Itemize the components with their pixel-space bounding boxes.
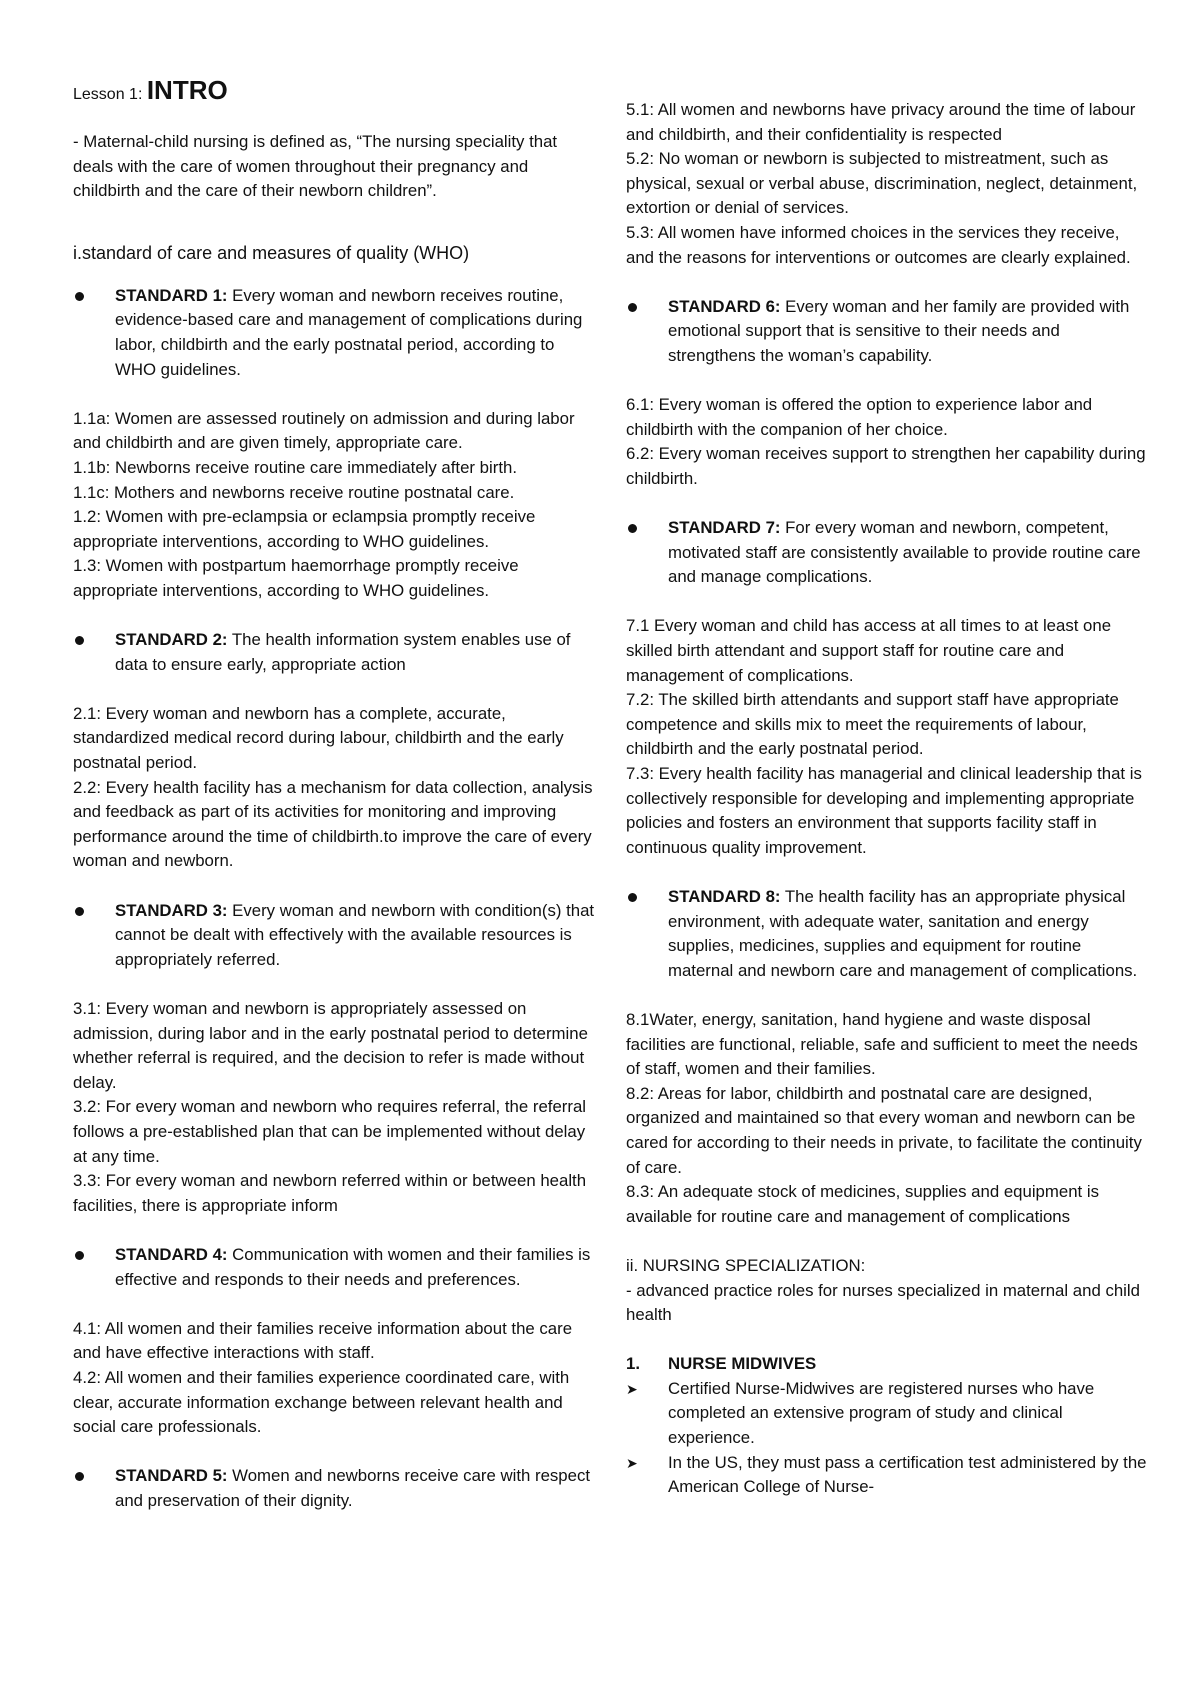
standard-text: The health facility has an appropriate physical environment, with adequate water, sanitation and energy supplies, medicines, supplies and equipment for routine maternal and newborn care and management of complications. xyxy=(668,887,1138,980)
standard-6 xyxy=(626,295,1148,369)
standard-text: Every woman and her family are provided with emotional support that is sensitive to their needs and strengthens the woman’s capability. xyxy=(668,296,1130,365)
nurse-midwives-heading xyxy=(626,1352,1148,1377)
item-1-2: 1.2: Women with pre-eclampsia or eclampsia promptly receive appropriate interventions, according to WHO guidelines. xyxy=(73,507,536,551)
standard-4 xyxy=(73,1243,595,1292)
arrow-bullet-item: ➤ In the US, they must pass a certification test administered by the American College of Nurse- xyxy=(626,1452,1147,1497)
item-3-3: 3.3: For every woman and newborn referred within or between health facilities, there is appropriate inform xyxy=(73,1171,587,1215)
item-2-2: 2.2: Every health facility has a mechanism for data collection, analysis and feedback as part of its activities for monitoring and improving performance around the time of childbirth.to improve the care of every woman and newborn. xyxy=(73,777,593,871)
specialization-subtext: - advanced practice roles for nurses specialized in maternal and child health xyxy=(626,1280,1140,1325)
standard-label: STANDARD 6: xyxy=(668,296,781,316)
item-6-1: 6.1: Every woman is offered the option to experience labor and childbirth with the companion of her choice. xyxy=(626,395,1093,439)
list-number: 1. xyxy=(626,1354,640,1374)
item-1-1b: 1.1b: Newborns receive routine care immediately after birth. xyxy=(73,457,517,477)
standard-5 xyxy=(73,1464,595,1513)
lesson-heading xyxy=(73,75,595,114)
standard-text: Women and newborns receive care with respect and preservation of their dignity. xyxy=(115,1466,591,1510)
standard-1 xyxy=(73,284,595,382)
arrow-bullet-item: ➤ Certified Nurse-Midwives are registered nurses who have completed an extensive program of study and clinical experience. xyxy=(626,1378,1095,1448)
section-heading-standards: i.standard of care and measures of quality (WHO) xyxy=(73,242,470,263)
lesson-title: INTRO xyxy=(146,75,228,105)
bullet-icon xyxy=(628,303,637,312)
list-title: NURSE MIDWIVES xyxy=(668,1354,817,1374)
item-1-1c: 1.1c: Mothers and newborns receive routine postnatal care. xyxy=(73,482,515,502)
bullet-icon xyxy=(75,292,84,301)
item-5-1: 5.1: All women and newborns have privacy around the time of labour and childbirth, and their confidentiality is respected xyxy=(626,100,1136,144)
item-2-1: 2.1: Every woman and newborn has a complete, accurate, standardized medical record during labour, childbirth and the early postnatal period. xyxy=(73,703,564,773)
item-3-1: 3.1: Every woman and newborn is appropriately assessed on admission, during labor and in the early postnatal period to determine whether referral is required, and the decision to refer is made without delay. xyxy=(73,999,588,1092)
bullet-icon xyxy=(75,636,84,645)
item-5-2: 5.2: No woman or newborn is subjected to mistreatment, such as physical, sexual or verbal abuse, discrimination, neglect, detainment, extortion or denial of services. xyxy=(626,149,1138,218)
bullet-icon xyxy=(75,1251,84,1260)
standard-text: Communication with women and their families is effective and responds to their needs and preferences. xyxy=(115,1244,591,1289)
item-1-3: 1.3: Women with postpartum haemorrhage promptly receive appropriate interventions, according to WHO guidelines. xyxy=(73,556,519,600)
left-column xyxy=(73,0,595,1513)
bullet-icon xyxy=(628,524,637,533)
item-7-2: 7.2: The skilled birth attendants and support staff have appropriate competence and skills mix to meet the requirements of labour, childbirth and the early postnatal period. xyxy=(626,690,1119,759)
section-heading-specialization: ii. NURSING SPECIALIZATION: xyxy=(626,1255,866,1275)
bullet-icon xyxy=(75,907,84,916)
item-8-3: 8.3: An adequate stock of medicines, supplies and equipment is available for routine care and management of complications xyxy=(626,1182,1099,1226)
item-8-1: 8.1Water, energy, sanitation, hand hygiene and waste disposal facilities are functional, reliable, safe and sufficient to meet the needs of staff, women and their families. xyxy=(626,1009,1138,1079)
item-6-2: 6.2: Every woman receives support to strengthen her capability during childbirth. xyxy=(626,444,1146,488)
arrow-bullet-icon: ➤ xyxy=(626,1380,638,1397)
item-8-2: 8.2: Areas for labor, childbirth and postnatal care are designed, organized and maintained so that every woman and newborn can be cared for according to their needs in private, to facilitate the continuity of care. xyxy=(626,1083,1142,1177)
standard-3 xyxy=(73,899,595,973)
standard-label: STANDARD 8: xyxy=(668,887,781,906)
standard-text: For every woman and newborn, competent, motivated staff are consistently available to provide routine care and manage complications. xyxy=(668,518,1141,587)
item-5-3: 5.3: All women have informed choices in the services they receive, and the reasons for interventions or outcomes are clearly explained. xyxy=(626,222,1131,267)
bullet-icon xyxy=(628,893,637,902)
standard-label: STANDARD 3: xyxy=(115,900,228,920)
standard-label: STANDARD 5: xyxy=(115,1466,228,1486)
standard-text: The health information system enables use of data to ensure early, appropriate action xyxy=(115,630,571,674)
standard-text: Every woman and newborn with condition(s) that cannot be dealt with effectively with the available resources is appropriately referred. xyxy=(115,900,595,969)
item-1-1a: 1.1a: Women are assessed routinely on admission and during labor and childbirth and are given timely, appropriate care. xyxy=(73,408,575,453)
item-4-1: 4.1: All women and their families receive information about the care and have effective interactions with staff. xyxy=(73,1318,573,1363)
item-7-1: 7.1 Every woman and child has access at all times to at least one skilled birth attendant and support staff for routine care and management of complications. xyxy=(626,616,1112,685)
standard-2 xyxy=(73,628,595,677)
standard-7 xyxy=(626,516,1148,590)
standard-8 xyxy=(626,885,1148,983)
standard-label: STANDARD 7: xyxy=(668,518,781,538)
lesson-prefix: Lesson 1: xyxy=(73,86,147,103)
standard-text: Every woman and newborn receives routine, evidence-based care and management of complications during labor, childbirth and the early postnatal period, according to WHO guidelines. xyxy=(115,285,583,379)
bullet-icon xyxy=(75,1472,84,1481)
standard-label: STANDARD 1: xyxy=(115,285,228,305)
definition-paragraph: - Maternal-child nursing is defined as, “The nursing speciality that deals with the care of women throughout their pregnancy and childbirth and the care of their newborn children”. xyxy=(73,132,558,201)
item-3-2: 3.2: For every woman and newborn who requires referral, the referral follows a pre-established plan that can be implemented without delay at any time. xyxy=(73,1097,587,1166)
standard-label: STANDARD 2: xyxy=(115,630,228,650)
item-4-2: 4.2: All women and their families experience coordinated care, with clear, accurate information exchange between relevant health and social care professionals. xyxy=(73,1367,570,1437)
right-column xyxy=(626,0,1148,1500)
item-7-3: 7.3: Every health facility has managerial and clinical leadership that is collectively responsible for developing and implementing appropriate policies and fosters an environment that supports facility staff in continuous quality improvement. xyxy=(626,764,1142,857)
arrow-bullet-icon: ➤ xyxy=(626,1454,638,1471)
standard-label: STANDARD 4: xyxy=(115,1244,228,1264)
